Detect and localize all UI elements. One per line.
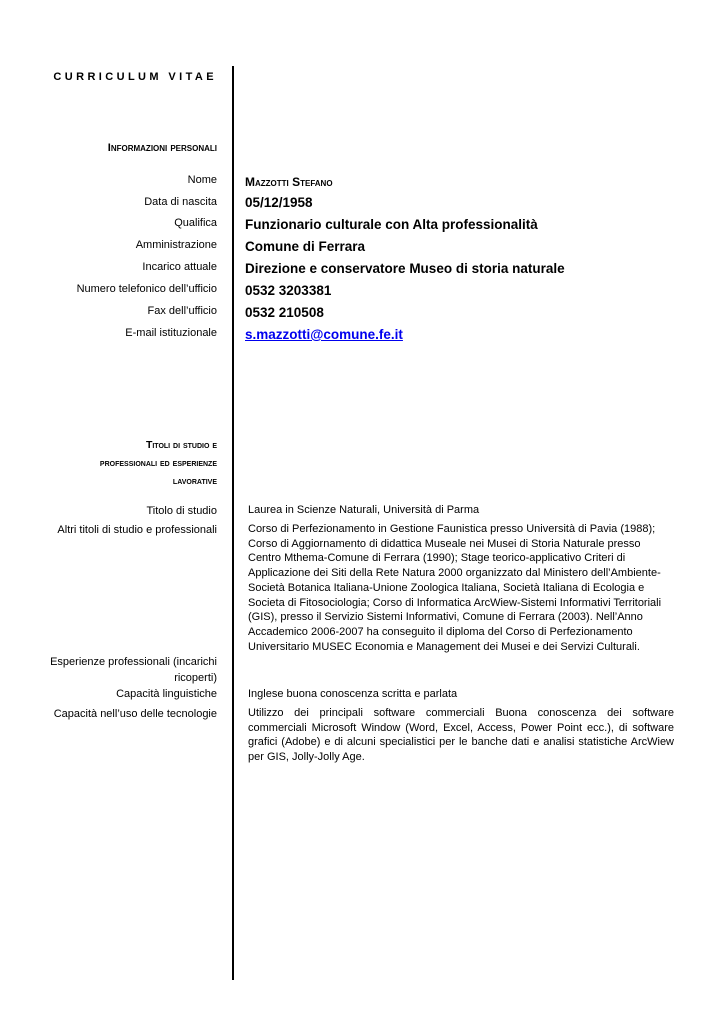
section-title-studies [100, 436, 217, 490]
value-capacita-linguistiche: Inglese buona conoscenza scritta e parlata [248, 688, 458, 700]
label-incarico: Incarico attuale [142, 261, 217, 273]
label-capacita-linguistiche: Capacità linguistiche [116, 688, 217, 700]
value-titolo-studio: Laurea in Scienze Naturali, Università di Parma [248, 504, 480, 516]
section-title-personal: Informazioni personali [107, 142, 217, 154]
label-line: Esperienze professionali (incarichi [50, 656, 217, 668]
label-line: ricoperti) [174, 672, 217, 684]
label-fax: Fax dell’ufficio [147, 305, 217, 317]
value-data-nascita: 05/12/1958 [245, 195, 313, 210]
value-altri-titoli: Corso di Perfezionamento in Gestione Faunistica presso Università di Pavia (1988); Corso di Aggiornamento di didattica Museale nei Musei di Storia Naturale presso Centro Mthema-Comune di Ferrara (1990); Stage teorico-applicativo Criteri di Applicazione dei Siti della Rete Natura 2000 organizzato dal Ministero dell’Ambiente-Società Botanica Italiana-Unione Zoologica Italiana, Società Italiana di Ecologia e Societa di Fitosociologia; Corso di Informatica ArcWiew-Sistemi Informativi Territoriali (GIS), presso il Servizio Sistemi Informativi, Comune di Ferrara (2003). Nell’Anno Accademico 2006-2007 ha conseguito il diploma del Corso di Perfezionamento Universitario MUSEC Economia e Management dei Musei e dei Servizi Culturali. [248, 523, 662, 653]
section-title-line: lavorative [172, 475, 217, 487]
email-link[interactable]: s.mazzotti@comune.fe.it [245, 327, 403, 342]
label-altri-titoli: Altri titoli di studio e professionali [57, 524, 217, 536]
label-titolo-studio: Titolo di studio [146, 505, 217, 517]
label-capacita-tecnologie: Capacità nell’uso delle tecnologie [53, 708, 217, 720]
label-qualifica: Qualifica [174, 217, 217, 229]
value-incarico: Direzione e conservatore Museo di storia naturale [245, 261, 565, 276]
value-qualifica: Funzionario culturale con Alta professionalità [245, 217, 538, 232]
value-fax: 0532 210508 [245, 305, 324, 320]
label-telefono: Numero telefonico dell’ufficio [76, 283, 217, 295]
value-nome: Mazzotti Stefano [245, 175, 333, 189]
cv-title: CURRICULUM VITAE [53, 71, 217, 83]
label-email: E-mail istituzionale [125, 327, 217, 339]
label-amministrazione: Amministrazione [135, 239, 217, 251]
section-title-line: Titoli di studio e [145, 439, 217, 451]
value-telefono: 0532 3203381 [245, 283, 332, 298]
value-capacita-tecnologie: Utilizzo dei principali software commerciali Buona conoscenza dei software commerciali Microsoft Window (Word, Excel, Access, Power Point ecc.), di software grafici (Adobe) e di alcuni specialistici per le banche dati e analisi statistiche ArcWiew per GIS, Jolly-Jolly Age. [248, 707, 674, 764]
column-divider [232, 66, 234, 980]
label-esperienze [50, 654, 217, 686]
label-data-nascita: Data di nascita [144, 196, 217, 208]
section-title-line: professionali ed esperienze [99, 457, 217, 469]
label-nome: Nome [187, 174, 217, 186]
value-amministrazione: Comune di Ferrara [245, 239, 366, 254]
